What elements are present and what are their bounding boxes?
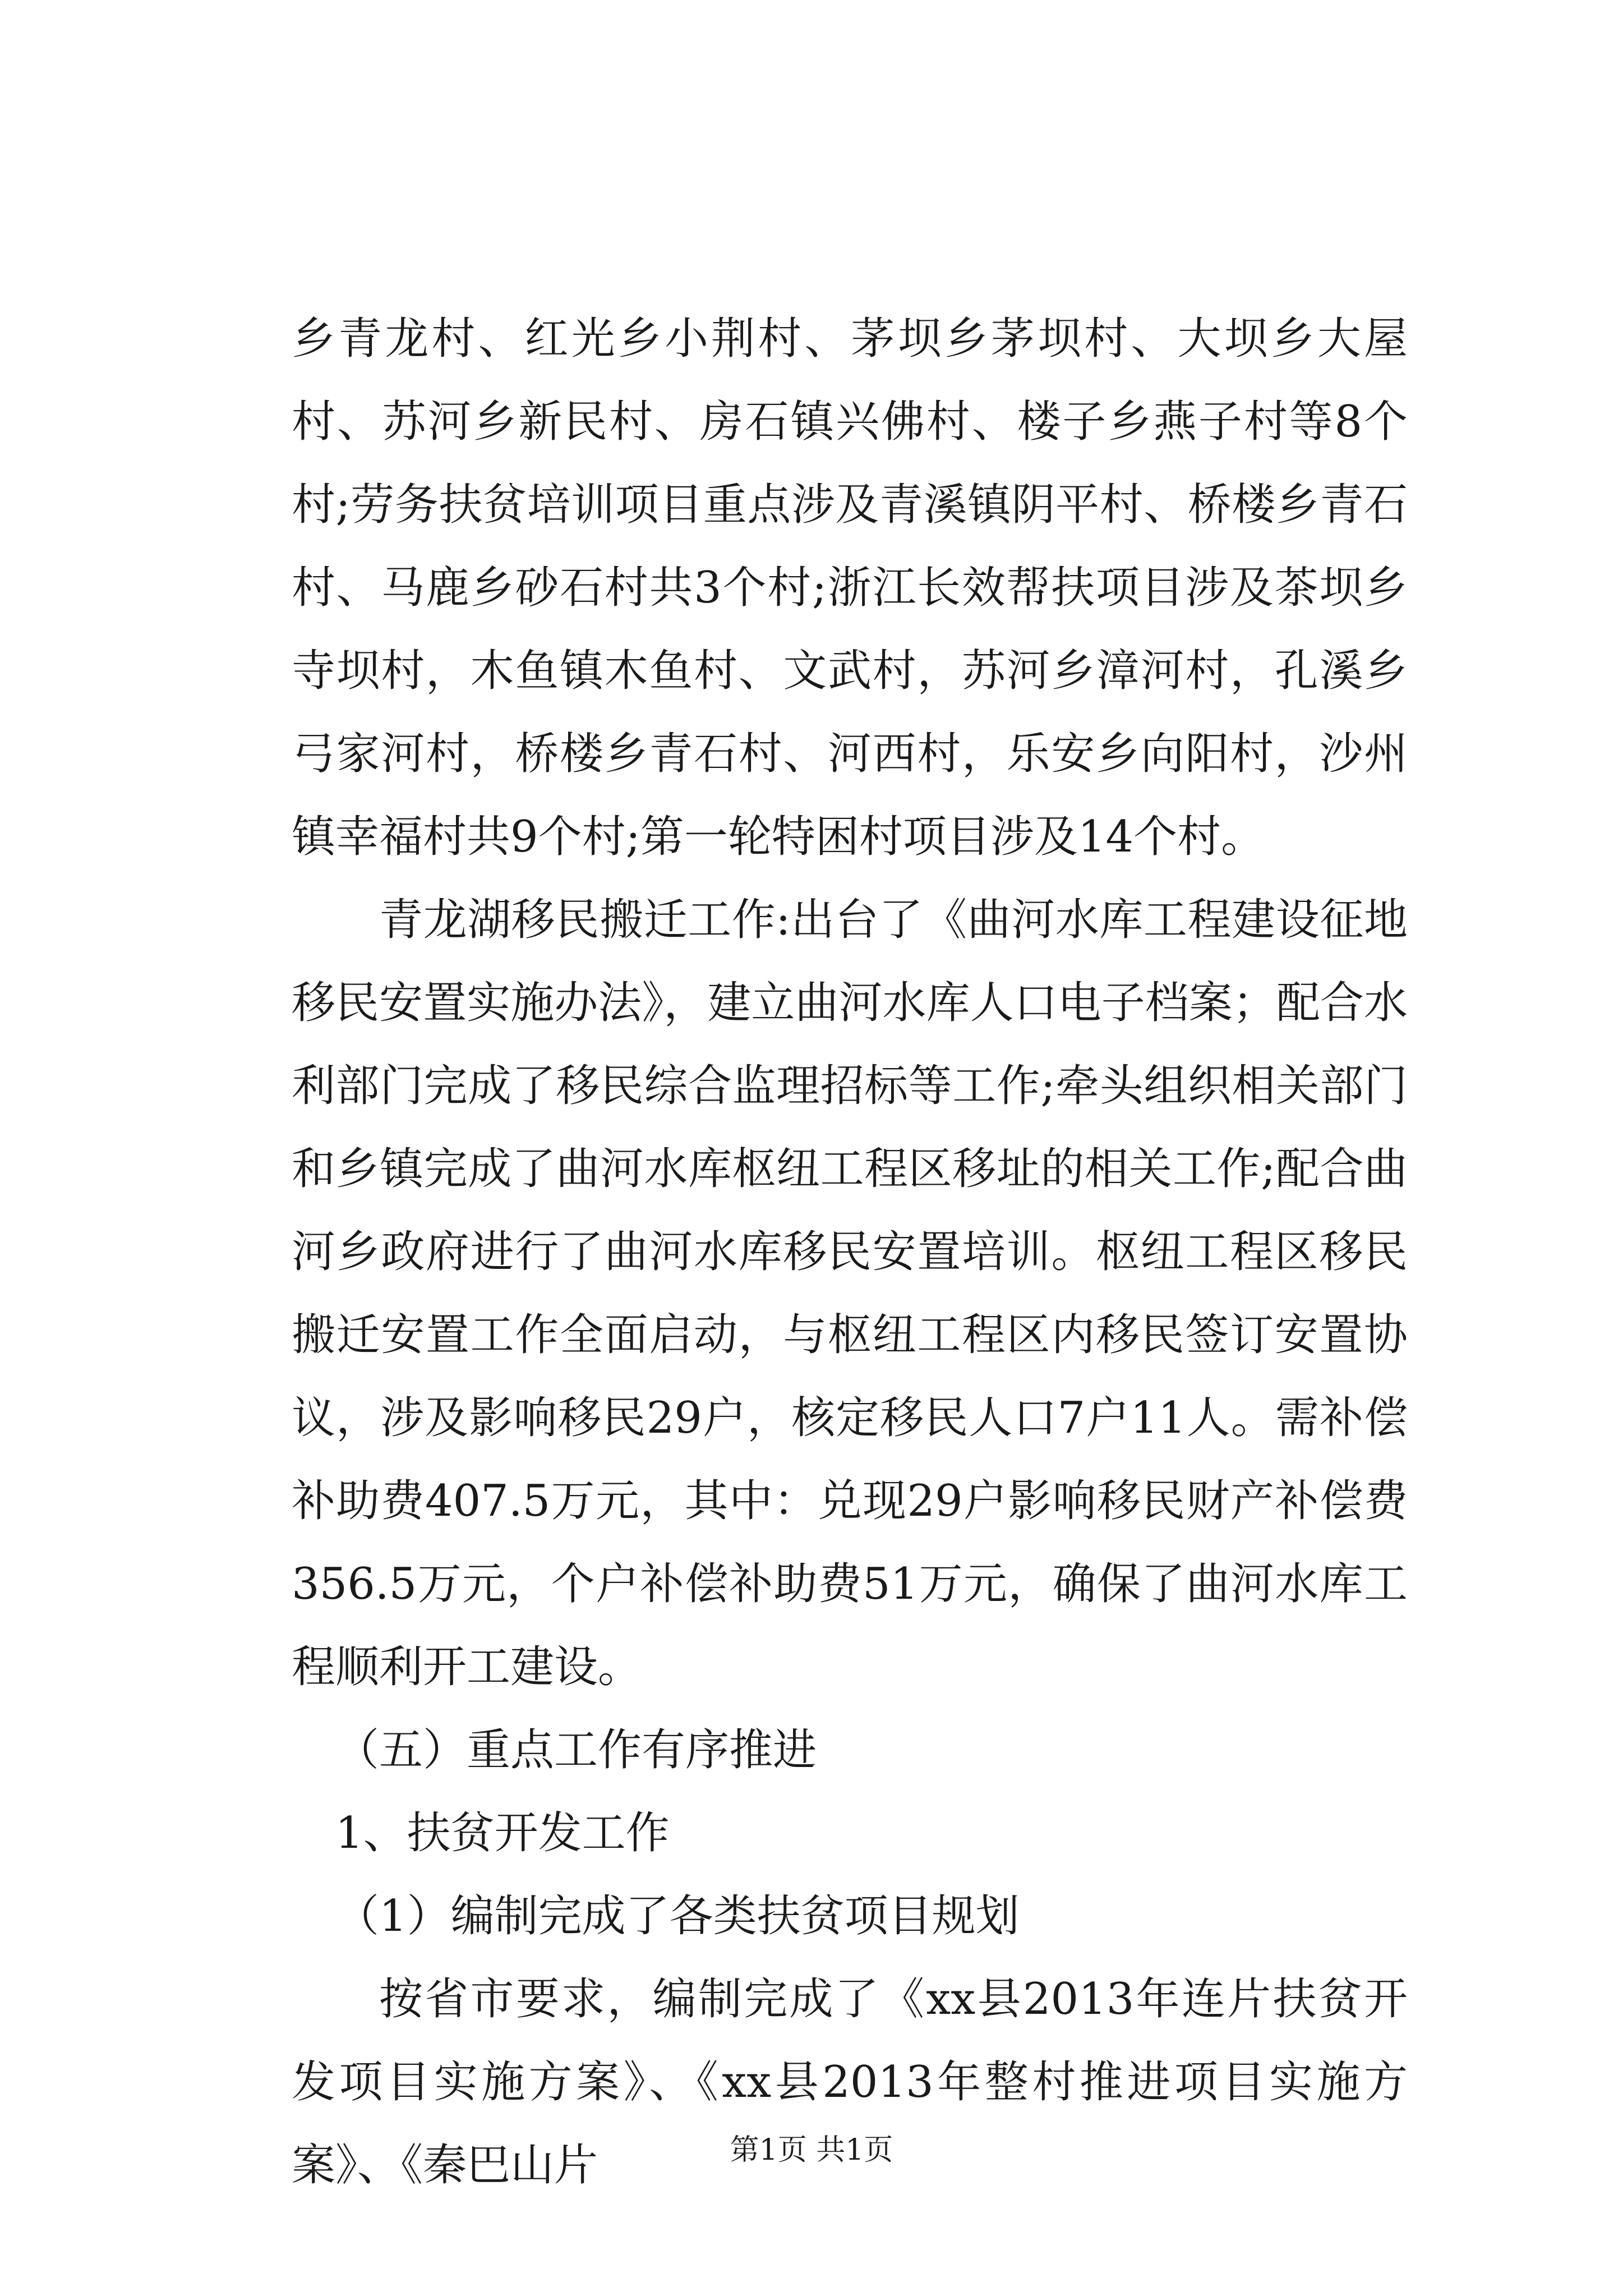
document-body xyxy=(292,297,1408,2207)
page-footer: 第1页 共1页 xyxy=(730,2133,893,2167)
paragraph-plans: 按省市要求，编制完成了《xx县2013年连片扶贫开发项目实施方案》、《xx县2013年整村推进项目实施方案》、《秦巴山片 xyxy=(292,1974,1408,2191)
section-heading-five: （五）重点工作有序推进 xyxy=(335,1725,817,1775)
paragraph-relocation: 青龙湖移民搬迁工作:出台了《曲河水库工程建设征地移民安置实施办法》，建立曲河水库人口电子档案；配合水利部门完成了移民综合监理招标等工作;牵头组织相关部门和乡镇完成了曲河水库枢纽工程区移址的相关工作;配合曲河乡政府进行了曲河水库移民安置培训。枢纽工程区移民搬迁安置工作全面启动，与枢纽工程区内移民签订安置协议，涉及影响移民29户，核定移民人口7户11人。需补偿补助费407.5万元，其中：兑现29户影响移民财产补偿费356.5万元，个户补偿补助费51万元，确保了曲河水库工程顺利开工建设。 xyxy=(292,895,1408,1692)
subheading-planning: （1）编制完成了各类扶贫项目规划 xyxy=(335,1891,1020,1941)
paragraph-village-list: 乡青龙村、红光乡小荆村、茅坝乡茅坝村、大坝乡大屋村、苏河乡新民村、房石镇兴佛村、楼子乡燕子村等8个村;劳务扶贫培训项目重点涉及青溪镇阴平村、桥楼乡青石村、马鹿乡砂石村共3个村;浙江长效帮扶项目涉及茶坝乡寺坝村，木鱼镇木鱼村、文武村，苏河乡漳河村，孔溪乡弓家河村，桥楼乡青石村、河西村，乐安乡向阳村，沙州镇幸福村共9个村;第一轮特困村项目涉及14个村。 xyxy=(292,314,1408,862)
subheading-poverty-alleviation: 1、扶贫开发工作 xyxy=(335,1808,670,1858)
